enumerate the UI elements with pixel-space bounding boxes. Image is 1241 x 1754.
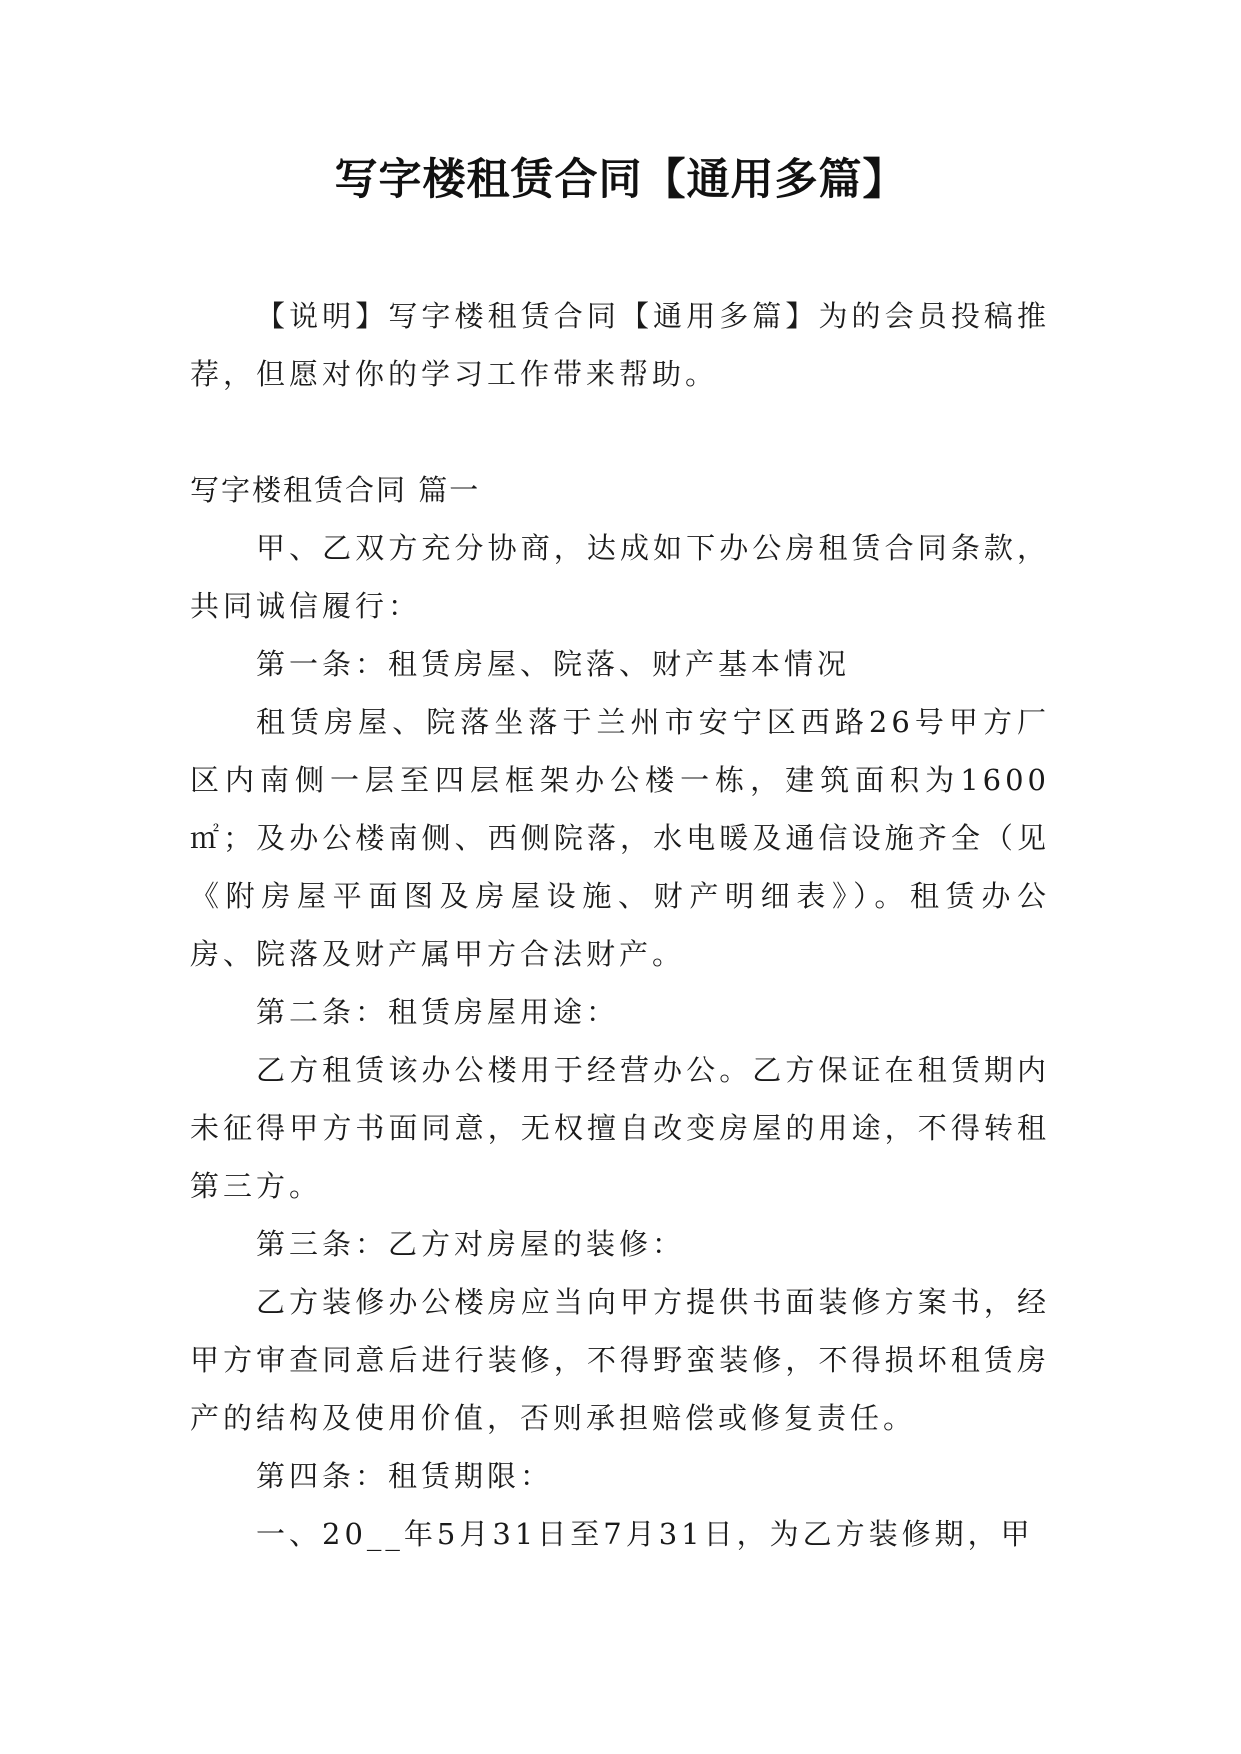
document-title: 写字楼租赁合同【通用多篇】 <box>334 155 907 205</box>
article-3-text: 乙方装修办公楼房应当向甲方提供书面装修方案书，经甲方审查同意后进行装修，不得野蛮装修，不得损坏租赁房产的结构及使用价值，否则承担赔偿或修复责任。 <box>190 1285 1050 1435</box>
article-1-text: 租赁房屋、院落坐落于兰州市安宁区西路26号甲方厂区内南侧一层至四层框架办公楼一栋，建筑面积为1600㎡；及办公楼南侧、西侧院落，水电暖及通信设施齐全（见《附房屋平面图及房屋设施、财产明细表》）。租赁办公房、院落及财产属甲方合法财产。 <box>190 705 1050 971</box>
article-4-heading: 第四条：租赁期限： <box>256 1459 554 1493</box>
article-4-text: 一、20__年5月31日至7月31日，为乙方装修期，甲 <box>256 1517 1034 1551</box>
article-1-heading: 第一条：租赁房屋、院落、财产基本情况 <box>256 647 851 681</box>
document-body <box>190 287 1050 1563</box>
article-2-text: 乙方租赁该办公楼用于经营办公。乙方保证在租赁期内未征得甲方书面同意，无权擅自改变房屋的用途，不得转租第三方。 <box>190 1053 1050 1203</box>
paragraph-preamble: 甲、乙双方充分协商，达成如下办公房租赁合同条款，共同诚信履行： <box>190 531 1050 623</box>
article-2-heading: 第二条：租赁房屋用途： <box>256 995 620 1029</box>
section-heading: 写字楼租赁合同 篇一 <box>190 473 481 507</box>
article-3-heading: 第三条：乙方对房屋的装修： <box>256 1227 686 1261</box>
intro-paragraph: 【说明】写字楼租赁合同【通用多篇】为的会员投稿推荐，但愿对你的学习工作带来帮助。 <box>190 299 1050 391</box>
